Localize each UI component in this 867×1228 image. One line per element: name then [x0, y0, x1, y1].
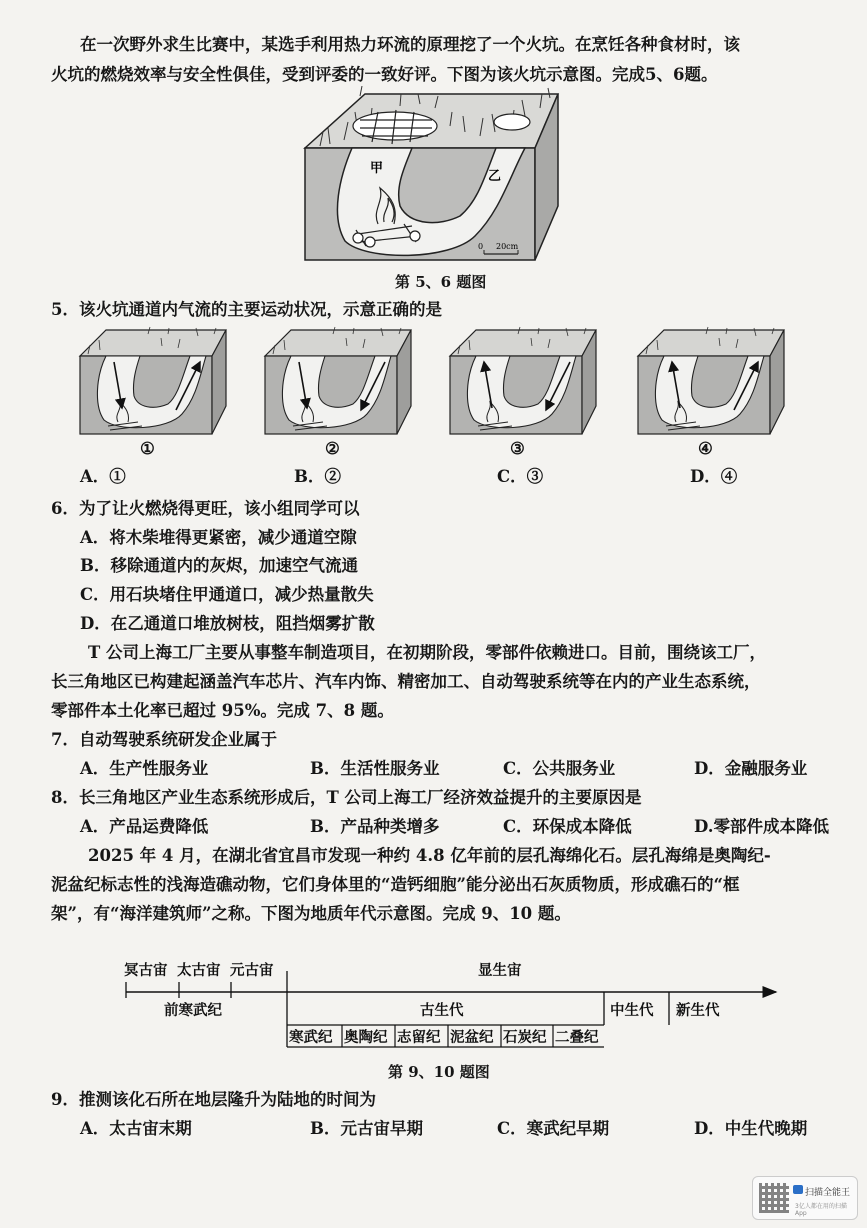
q5-option-a[interactable]: A．① [80, 467, 126, 486]
era-mesozoic: 中生代 [610, 1002, 654, 1019]
scanner-subtitle: 3亿人都在用的扫描App [795, 1203, 847, 1217]
q6-option-d[interactable]: D．在乙通道口堆放树枝，阻挡烟雾扩散 [80, 614, 375, 633]
q5-diagram-label-4: ④ [698, 439, 713, 458]
q5-diagram-1 [78, 326, 228, 438]
q7-option-a[interactable]: A．生产性服务业 [80, 759, 209, 778]
q5-stem: 5．该火坑通道内气流的主要运动状况，示意正确的是 [51, 300, 442, 319]
eon-phanerozoic: 显生宙 [478, 962, 522, 979]
q5-diagram-label-2: ② [325, 439, 340, 458]
period-devonian: 泥盆纪 [450, 1029, 494, 1046]
period-cambrian: 寒武纪 [289, 1029, 333, 1046]
q8-stem: 8．长三角地区产业生态系统形成后，T 公司上海工厂经济效益提升的主要原因是 [51, 788, 642, 807]
precambrian-label: 前寒武纪 [164, 1002, 222, 1019]
q9-option-a[interactable]: A．太古宙末期 [80, 1119, 192, 1138]
intro-7-8-line-2: 长三角地区已构建起涵盖汽车芯片、汽车内饰、精密加工、自动驾驶系统等在内的产业生态系统， [51, 672, 761, 691]
intro-9-10-line-1: 2025 年 4 月，在湖北省宜昌市发现一种约 4.8 亿年前的层孔海绵化石。层孔海绵是奥陶纪- [88, 846, 771, 865]
q5-diagram-label-1: ① [140, 439, 155, 458]
q9-option-b[interactable]: B．元古宙早期 [310, 1119, 423, 1138]
intro-9-10-line-3: 架”，有“海洋建筑师”之称。下图为地质年代示意图。完成 9、10 题。 [51, 904, 571, 923]
q7-option-d[interactable]: D．金融服务业 [694, 759, 808, 778]
era-cenozoic: 新生代 [676, 1002, 720, 1019]
q7-option-c[interactable]: C．公共服务业 [503, 759, 616, 778]
figure-caption-9-10: 第 9、10 题图 [388, 1063, 490, 1081]
intro-5-6-line-1: 在一次野外求生比赛中，某选手利用热力环流的原理挖了一个火坑。在烹饪各种食材时，该 [80, 35, 740, 54]
qr-code-icon [759, 1183, 789, 1213]
period-ordovician: 奥陶纪 [344, 1029, 388, 1046]
scale-zero: 0 [478, 242, 484, 251]
q6-option-b[interactable]: B．移除通道内的灰烬，加速空气流通 [80, 556, 358, 575]
period-silurian: 志留纪 [397, 1029, 441, 1046]
q7-stem: 7．自动驾驶系统研发企业属于 [51, 730, 277, 749]
scale-value: 20cm [496, 242, 519, 251]
label-jia: 甲 [370, 161, 384, 176]
q6-option-a[interactable]: A．将木柴堆得更紧密，减少通道空隙 [80, 528, 357, 547]
period-carboniferous: 石炭纪 [503, 1029, 547, 1046]
q9-option-d[interactable]: D．中生代晚期 [694, 1119, 808, 1138]
q6-stem: 6．为了让火燃烧得更旺，该小组同学可以 [51, 499, 360, 518]
intro-5-6-line-2: 火坑的燃烧效率与安全性俱佳，受到评委的一致好评。下图为该火坑示意图。完成5、6题。 [51, 65, 718, 84]
q5-option-b[interactable]: B．② [294, 467, 341, 486]
intro-7-8-line-3: 零部件本土化率已超过 95%。完成 7、8 题。 [51, 701, 394, 720]
intro-7-8-line-1: T 公司上海工厂主要从事整车制造项目，在初期阶段，零部件依赖进口。目前，围绕该工厂， [88, 643, 767, 662]
geologic-timeline [118, 955, 782, 1055]
q5-diagram-4 [636, 326, 786, 438]
q5-diagram-3 [448, 326, 598, 438]
q8-option-b[interactable]: B．产品种类增多 [310, 817, 440, 836]
q9-stem: 9．推测该化石所在地层隆升为陆地的时间为 [51, 1090, 376, 1109]
figure-caption-5-6: 第 5、6 题图 [395, 273, 487, 291]
period-permian: 二叠纪 [555, 1029, 599, 1046]
scanner-logo-icon [793, 1185, 803, 1194]
q8-option-a[interactable]: A．产品运费降低 [80, 817, 209, 836]
eon-proterozoic: 元古宙 [230, 962, 274, 979]
q5-option-c[interactable]: C．③ [497, 467, 544, 486]
q7-option-b[interactable]: B．生活性服务业 [310, 759, 440, 778]
scanner-watermark [752, 1176, 858, 1220]
q5-option-d[interactable]: D．④ [690, 467, 738, 486]
q6-option-c[interactable]: C．用石块堵住甲通道口，减少热量散失 [80, 585, 374, 604]
q8-option-c[interactable]: C．环保成本降低 [503, 817, 632, 836]
q8-option-d[interactable]: D.零部件成本降低 [694, 817, 829, 836]
scanner-title: 扫描全能王 [805, 1188, 851, 1198]
q9-option-c[interactable]: C．寒武纪早期 [497, 1119, 610, 1138]
q5-diagram-2 [263, 326, 413, 438]
eon-hadean: 冥古宙 [124, 962, 168, 979]
eon-archean: 太古宙 [177, 962, 221, 979]
intro-9-10-line-2: 泥盆纪标志性的浅海造礁动物，它们身体里的“造钙细胞”能分泌出石灰质物质，形成礁石的“框 [51, 875, 740, 894]
era-paleozoic: 古生代 [420, 1002, 464, 1019]
label-yi: 乙 [488, 169, 502, 184]
q5-diagram-label-3: ③ [510, 439, 525, 458]
fire-pit-diagram [300, 86, 560, 266]
